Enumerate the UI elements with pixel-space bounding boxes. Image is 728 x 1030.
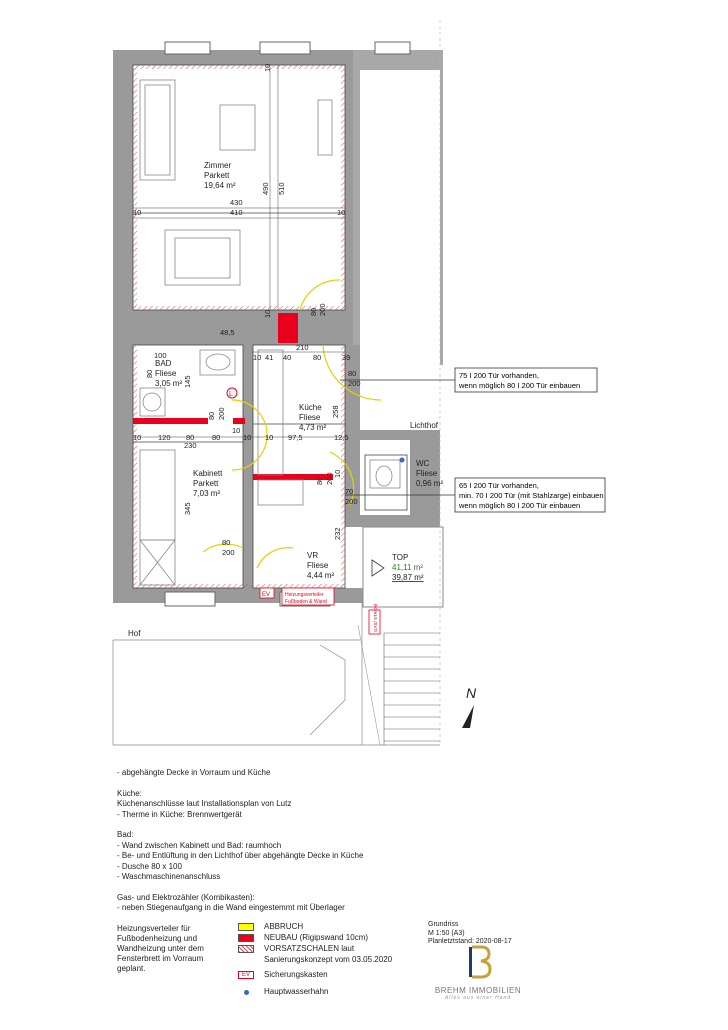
door-callout-1-line2: wenn möglich 80 I 200 Tür einbauen (459, 381, 581, 390)
dim-80-m: 80 (212, 433, 221, 442)
ev-label: EV (262, 592, 271, 598)
bad-floor: Fliese (155, 369, 177, 378)
kabinett-floor: Parkett (193, 479, 219, 488)
door-callout-2-line1: 65 I 200 Tür vorhanden, (459, 481, 539, 490)
bad-name: BAD (155, 359, 172, 368)
legend-sicherung: Sicherungskasten (264, 970, 328, 979)
vr-name: VR (307, 551, 319, 560)
dim-232: 232 (333, 527, 342, 540)
dim-40: 40 (283, 353, 292, 362)
legend-abbruch: ABBRUCH (264, 922, 304, 931)
notes (117, 768, 417, 914)
dim-10-c: 10 (263, 63, 272, 72)
heizung-line-2: Fußbodenheizung und (117, 934, 198, 943)
kabinett-name: Kabinett (193, 469, 223, 478)
wasserhahn-legend-icon (244, 990, 249, 995)
dim-10-e: 10 (253, 353, 262, 362)
note-gas-1: - neben Stiegenaufgang in die Wand eingestemmt mit Überlager (117, 903, 345, 912)
top-name: TOP (392, 553, 409, 562)
dim-80-bad: 80 (145, 369, 154, 378)
heizung-line-1: Heizungsverteiler für (117, 924, 191, 933)
hof-label: Hof (128, 629, 141, 638)
dim-100: 100 (154, 351, 167, 360)
dim-12-5: 12,5 (334, 433, 349, 442)
stairs (358, 625, 440, 745)
legend-wasser: Hauptwasserhahn (264, 987, 329, 996)
kabinett-area: 7,03 m² (193, 489, 221, 498)
dim-80-k2: 80 (348, 369, 357, 378)
logo-name: BREHM IMMOBILIEN (434, 986, 522, 995)
dim-48-5: 48,5 (220, 328, 235, 337)
note-decke: - abgehängte Decke in Vorraum und Küche (117, 768, 271, 777)
dim-97-5: 97,5 (288, 433, 303, 442)
vr-floor: Fliese (307, 561, 329, 570)
dim-10-g: 10 (232, 426, 241, 435)
dim-200-top: 200 (318, 303, 327, 316)
plan-date: Planletztstand: 2020-08-17 (428, 938, 512, 945)
legend-vorsatz-1: VORSATZSCHALEN laut (264, 944, 355, 953)
dim-258: 258 (331, 405, 340, 418)
dim-39: 39 (342, 353, 351, 362)
note-bad-4: - Waschmaschinenanschluss (117, 872, 221, 881)
note-bad-1: - Wand zwischen Kabinett und Bad: raumhoch (117, 840, 282, 850)
l-marker-label: L (229, 391, 233, 398)
note-bad-2: - Be- und Entlüftung in den Lichthof über abgehängte Decke in Küche (117, 851, 364, 860)
legend-neubau: NEUBAU (Rigipswand 10cm) (264, 933, 369, 942)
dim-80-p: 80 (222, 538, 231, 547)
dim-80-k: 80 (313, 353, 322, 362)
dim-200-n: 200 (325, 472, 334, 485)
plan-title: Grundriss (428, 921, 459, 928)
logo-tagline: Alles aus einer Hand (444, 995, 512, 1001)
zimmer-name: Zimmer (204, 161, 232, 170)
vr-area: 4,44 m² (307, 571, 335, 580)
zimmer-area: 19,64 m² (204, 181, 236, 190)
zimmer-floor: Parkett (204, 171, 230, 180)
heizungsverteiler-line1: Heizungsverteiler (285, 592, 324, 598)
door-callout-2-line3: wenn möglich 80 I 200 Tür einbauen (459, 501, 581, 510)
dim-145: 145 (183, 375, 192, 388)
dim-80-n: 80 (315, 476, 324, 485)
dim-200-bad: 200 (217, 407, 226, 420)
door-callout-1-line1: 75 I 200 Tür vorhanden, (459, 371, 539, 380)
kueche-name: Küche (299, 403, 322, 412)
dim-490: 490 (261, 182, 270, 195)
dim-41: 41 (265, 353, 274, 362)
note-kueche-heading: Küche: (117, 788, 142, 798)
dim-70: 70 (345, 487, 354, 496)
dim-80-l: 80 (186, 433, 195, 442)
north-arrow (462, 685, 477, 728)
dim-10-h: 10 (243, 433, 252, 442)
abbruch-swatch (238, 923, 254, 931)
logo-mark-icon (463, 945, 493, 979)
plan-scale: M 1:50 (A3) (428, 929, 465, 937)
kueche-floor: Fliese (299, 413, 321, 422)
heizung-line-3: Wandheizung unter dem (117, 944, 204, 953)
gas-strom-label: GAS/ STROM (373, 603, 378, 632)
top-area2: 39,87 m² (392, 573, 424, 582)
heizung-note (117, 924, 222, 974)
note-bad-3: - Dusche 80 x 100 (117, 861, 182, 871)
vorsatz-swatch (238, 945, 254, 953)
north-arrow-icon (462, 705, 474, 728)
dim-10-d: 10 (263, 309, 272, 318)
dim-200-k2: 200 (348, 379, 361, 388)
dim-120: 120 (158, 433, 171, 442)
note-kueche-2: - Therme in Küche: Brennwertgerät (117, 809, 242, 819)
dim-10-j: 10 (333, 469, 342, 478)
dim-345: 345 (183, 502, 192, 515)
dim-430: 430 (230, 198, 243, 207)
wc-name: WC (416, 459, 430, 468)
bad-area: 3,05 m² (155, 379, 183, 388)
dim-200-o: 200 (345, 497, 358, 506)
heizungsverteiler-line2: Fußboden & Wand (285, 599, 327, 605)
north-label: N (466, 685, 477, 701)
hauptwasserhahn-icon (400, 458, 405, 463)
ev-swatch: EV (238, 971, 254, 979)
brand-logo (428, 945, 528, 1005)
door-callout-2-line2: min. 70 I 200 Tür (mit Stahlzarge) einbauen (459, 491, 604, 500)
dim-230: 230 (184, 441, 197, 450)
note-bad-heading: Bad: (117, 830, 134, 839)
dim-10-a: 10 (133, 208, 142, 217)
heizung-line-5: geplant. (117, 964, 146, 973)
dim-200-p: 200 (222, 548, 235, 557)
lichthof-label: Lichthof (410, 421, 439, 430)
neubau-swatch (238, 934, 254, 942)
wc-area: 0,96 m² (416, 479, 444, 488)
legend-vorsatz-2: Sanierungskonzept vom 03.05.2020 (264, 955, 393, 964)
wc-floor: Fliese (416, 469, 438, 478)
dim-80-bad2: 80 (207, 411, 216, 420)
dim-510: 510 (277, 182, 286, 195)
dim-210: 210 (296, 343, 309, 352)
plan-info (428, 921, 512, 947)
note-gas-heading: Gas- und Elektrozähler (Kombikasten): (117, 892, 255, 902)
dim-80-top: 80 (309, 307, 318, 316)
note-kueche-1: Küchenanschlüsse laut Installationsplan von Lutz (117, 799, 292, 808)
kueche-area: 4,73 m² (299, 423, 327, 432)
dim-10-f: 10 (133, 433, 142, 442)
dim-410: 410 (230, 208, 243, 217)
top-area1: 41,11 m² (392, 563, 423, 572)
dim-10-i: 10 (265, 433, 274, 442)
heizung-line-4: Fensterbrett im Vorraum (117, 954, 204, 963)
dim-10-b: 10 (337, 208, 346, 217)
